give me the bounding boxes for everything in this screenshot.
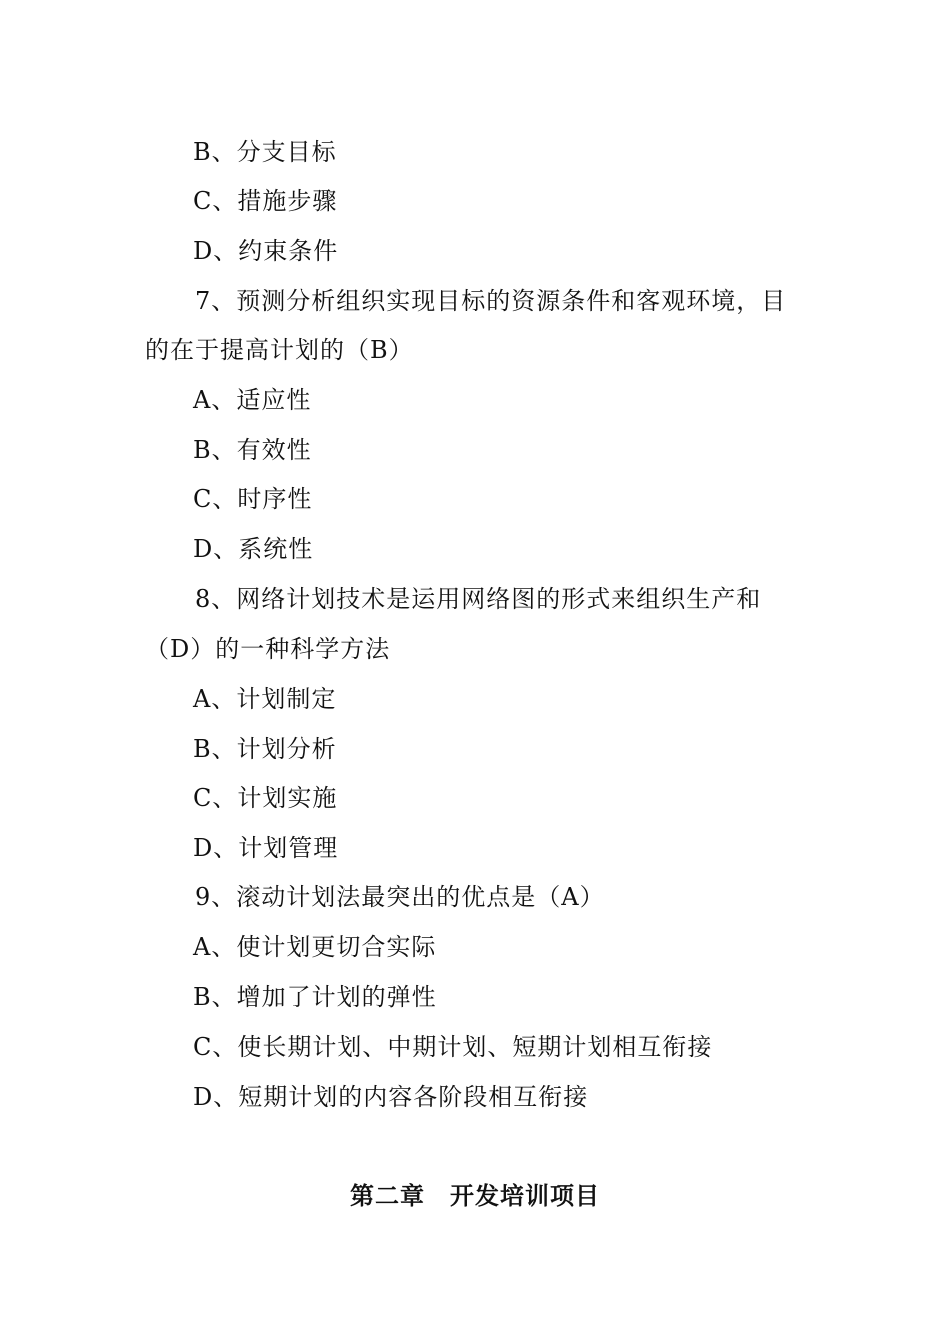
- question-7-line-2: 的在于提高计划的（B）: [145, 336, 414, 364]
- question-9: 9、滚动计划法最突出的优点是（A）: [195, 883, 605, 911]
- option-b-branch-goal: B、分支目标: [193, 138, 337, 166]
- question-8-option-c: C、计划实施: [193, 784, 338, 812]
- question-7-line-1: 7、预测分析组织实现目标的资源条件和客观环境，目: [195, 287, 787, 315]
- question-7-option-a: A、适应性: [193, 386, 312, 414]
- question-7-option-c: C、时序性: [193, 485, 313, 513]
- question-8-option-b: B、计划分析: [193, 735, 337, 763]
- question-9-option-a: A、使计划更切合实际: [193, 933, 437, 961]
- question-7-option-b: B、有效性: [193, 436, 312, 464]
- chapter-heading: 第二章 开发培训项目: [350, 1182, 600, 1210]
- question-8-line-1: 8、网络计划技术是运用网络图的形式来组织生产和: [195, 585, 762, 613]
- question-9-option-c: C、使长期计划、中期计划、短期计划相互衔接: [193, 1033, 713, 1061]
- question-8-option-a: A、计划制定: [193, 685, 337, 713]
- question-8-line-2: （D）的一种科学方法: [145, 635, 391, 663]
- option-c-measures: C、措施步骤: [193, 187, 338, 215]
- question-8-option-d: D、计划管理: [193, 834, 339, 862]
- option-d-constraints: D、约束条件: [193, 237, 339, 265]
- question-7-option-d: D、系统性: [193, 535, 314, 563]
- question-9-option-b: B、增加了计划的弹性: [193, 983, 437, 1011]
- question-9-option-d: D、短期计划的内容各阶段相互衔接: [193, 1083, 589, 1111]
